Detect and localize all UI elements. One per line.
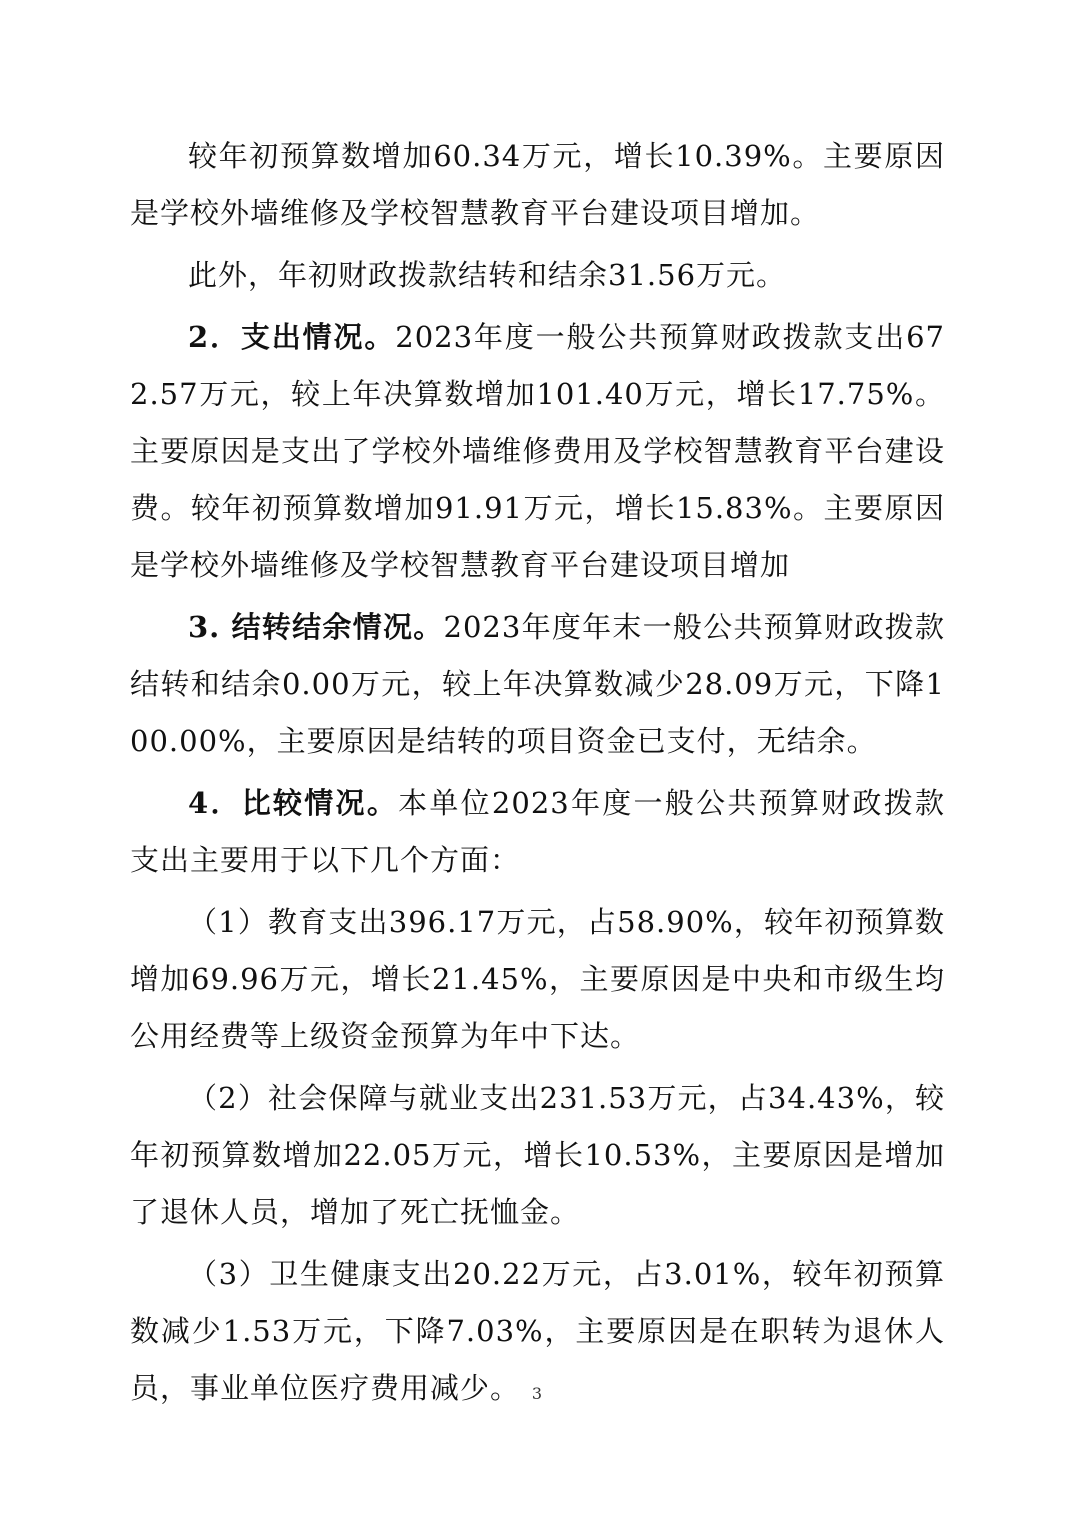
paragraph-text: （3）卫生健康支出20.22万元，占3.01%，较年初预算数减少1.53万元，下降7.03%，主要原因是在职转为退休人员，事业单位医疗费用减少。 — [130, 1257, 945, 1405]
paragraph-budget-increase — [130, 128, 945, 242]
page-number: 3 — [531, 1384, 543, 1403]
paragraph-text: （1）教育支出396.17万元，占58.90%，较年初预算数增加69.96万元，增长21.45%，主要原因是中央和市级生均公用经费等上级资金预算为年中下达。 — [130, 905, 945, 1053]
paragraph-text: 较年初预算数增加60.34万元，增长10.39%。主要原因是学校外墙维修及学校智慧教育平台建设项目增加。 — [130, 139, 945, 230]
paragraph-carryover — [130, 247, 945, 304]
paragraph-expenditure — [130, 309, 945, 594]
paragraph-comparison — [130, 775, 945, 889]
section-heading-expenditure: 2．支出情况。 — [188, 320, 396, 354]
document-body — [130, 128, 945, 1417]
section-heading-comparison: 4．比较情况。 — [188, 786, 399, 820]
paragraph-text: （2）社会保障与就业支出231.53万元，占34.43%，较年初预算数增加22.05万元，增长10.53%，主要原因是增加了退休人员，增加了死亡抚恤金。 — [130, 1081, 945, 1229]
paragraph-balance — [130, 599, 945, 770]
section-heading-balance: 3. 结转结余情况。 — [188, 610, 444, 644]
paragraph-text: 此外，年初财政拨款结转和结余31.56万元。 — [188, 258, 787, 292]
paragraph-text: 2023年度年末一般公共预算财政拨款结转和结余0.00万元，较上年决算数减少28.09万元，下降100.00%，主要原因是结转的项目资金已支付，无结余。 — [130, 610, 946, 758]
paragraph-social-security — [130, 1070, 945, 1241]
paragraph-education — [130, 894, 945, 1065]
paragraph-text: 本单位2023年度一般公共预算财政拨款支出主要用于以下几个方面： — [130, 786, 945, 877]
paragraph-text: 2023年度一般公共预算财政拨款支出672.57万元，较上年决算数增加101.40万元，增长17.75%。主要原因是支出了学校外墙维修费用及学校智慧教育平台建设费。较年初预算数增加91.91万元，增长15.83%。主要原因是学校外墙维修及学校智慧教育平台建设项目增加 — [130, 320, 945, 582]
